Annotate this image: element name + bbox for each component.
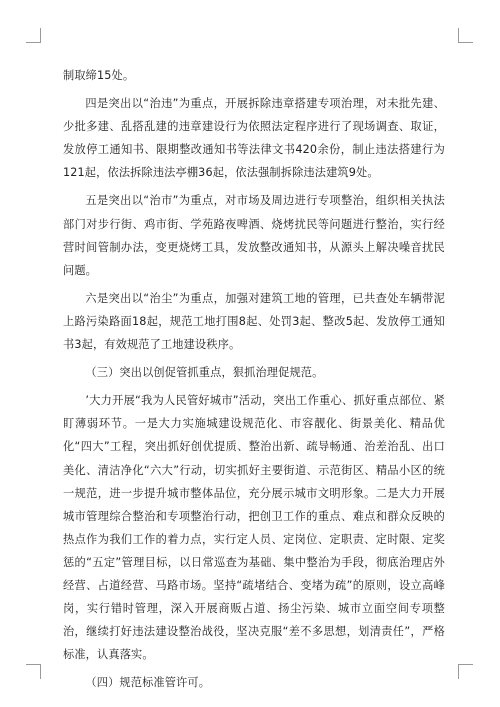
paragraph-item-five: 五是突出以“治市”为重点，对市场及周边进行专项整治，组织相关执法部门对步行街、鸡市街、学苑路夜啤酒、烧烤扰民等问题进行整治，实行经营时间管制办法，变更烧烤工具，发放整改通知书，从源头上解决噪音扰民问题。 xyxy=(63,194,445,277)
paragraph-section-three-body: ’大力开展“我为人民管好城市”活动，突出工作重心、抓好重点部位、紧盯薄弱环节。一是大力实施城建设规范化、市容靓化、街景美化、精品优化“四大”工程，突出抓好创优提质、整治出新、疏导畅通、治差治乱、出口美化、清洁净化“六大”行动，切实抓好主要街道、示范街区、精品小区的统一规范，进一步提升城市整体品位，充分展示城市文明形象。二是大力开展城市管理综合整治和专项整治行动，把创卫工作的重点、难点和群众反映的热点作为我们工作的着力点，实行定人员、定岗位、定职责、定时限、定奖惩的“五定”管理目标，以日常巡查为基础、集中整治为手段，彻底治理店外经营、占道经营、马路市场。坚持“疏堵结合、变堵为疏”的原则，设立高峰岗，实行错时管理，深入开展商贩占道、扬尘污染、城市立面空间专项整治，继续打好违法建设整治战役，坚决克服“差不多思想，划清责任”，严格标准，认真落实。 xyxy=(63,394,445,662)
crop-mark-top-left xyxy=(26,28,41,43)
document-body xyxy=(63,64,445,699)
crop-mark-top-right xyxy=(458,28,473,43)
crop-mark-bottom-right xyxy=(458,664,473,679)
crop-mark-bottom-left xyxy=(26,664,41,679)
paragraph-item-four: 四是突出以“治违”为重点，开展拆除违章搭建专项治理，对未批先建、少批多建、乱搭乱建的违章建设行为依照法定程序进行了现场调查、取证，发放停工通知书、限期整改通知书等法律文书420余份，制止违法搭建行为121起，依法拆除违法亭棚36起，依法强制拆除违法建筑9处。 xyxy=(63,97,445,180)
paragraph-continuation: 制取缔15处。 xyxy=(63,69,135,82)
section-heading-three: （三）突出以创促管抓重点，狠抓治理促规范。 xyxy=(85,366,324,380)
paragraph-item-six: 六是突出以“治尘”为重点，加强对建筑工地的管理，已共查处车辆带泥上路污染路面18起，规范工地打围8起、处罚3起、整改5起、发放停工通知书3起，有效规范了工地建设秩序。 xyxy=(63,291,445,352)
section-heading-four: （四）规范标准管许可。 xyxy=(85,676,211,690)
